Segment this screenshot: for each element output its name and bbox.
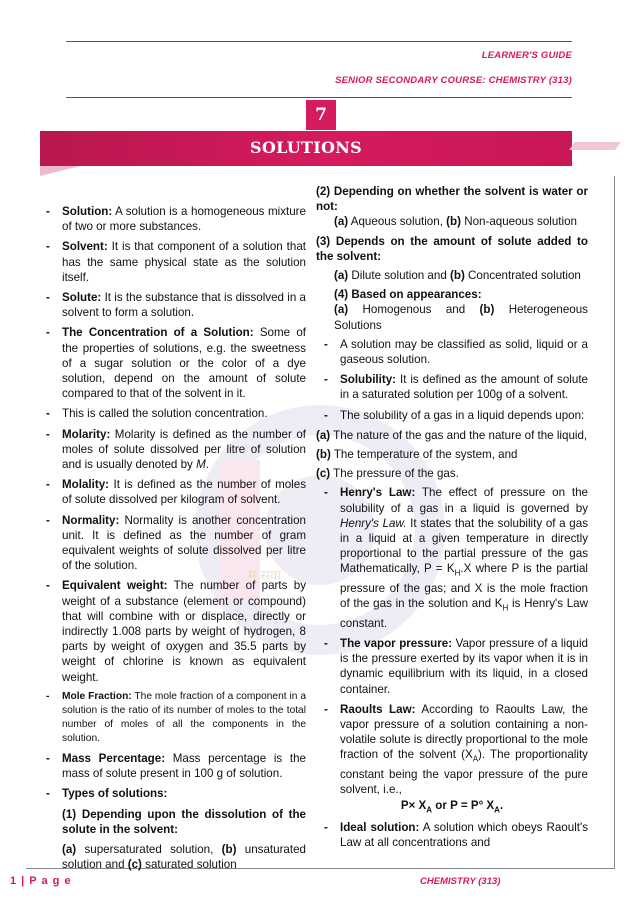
- item-concentration: - The Concentration of a Solution: Some of the properties of solutions, e.g. the sweetness of a sugar solution or the color of a dye solution, depend on the amount of solute compared to that of the solvent in it.: [46, 326, 306, 401]
- item-solute: - Solute: It is the substance that is dissolved in a solvent to form a solution.: [46, 291, 306, 320]
- item-solubility: - Solubility: It is defined as the amount of solute in a saturated solution per 100g of a solvent.: [324, 373, 588, 402]
- item-solution: - Solution: A solution is a homogeneous mixture of two or more substances.: [46, 205, 306, 234]
- item-gas-solubility: - The solubility of a gas in a liquid depends upon:: [324, 408, 585, 422]
- item-mole-fraction: - Mole Fraction: The mole fraction of a component in a solution is the ratio of its number of moles to the total number of moles of all the components in the solution.: [46, 690, 306, 744]
- course-header: SENIOR SECONDARY COURSE: CHEMISTRY (313): [335, 75, 572, 86]
- item-types: - Types of solutions:: [46, 787, 168, 801]
- left-column: [38, 184, 306, 877]
- gas-factor-a: (a) The nature of the gas and the nature of the liquid,: [316, 428, 588, 442]
- learners-guide-header: LEARNER'S GUIDE: [481, 50, 572, 61]
- item-equivalent-weight: - Equivalent weight: The number of parts by weight of a substance (element or compound) that will combine with or displace, directly or indirectly 1.008 parts by weight of hydrogen, 8 parts by weight of oxygen and 35.5 parts by weight of chlorine is known as equivalent weight.: [46, 579, 307, 684]
- item-vapor-pressure: - The vapor pressure: Vapor pressure of a liquid is the pressure exerted by its vapor when it is in dynamic equilibrium with its liquid, in a closed container.: [324, 636, 589, 696]
- type-2-list: (a) Aqueous solution, (b) Non-aqueous solution: [334, 215, 577, 229]
- item-molarity: - Molarity: Molarity is defined as the number of moles of solute dissolved per litre of solution and is usually denoted by M.: [46, 427, 306, 472]
- header-rule: [66, 97, 572, 98]
- footer-subject: CHEMISTRY (313): [420, 876, 501, 887]
- item-normality: - Normality: Normality is another concentration unit. It is defined as the number of gram equivalent weights of solute dissolved per litre of the solution.: [46, 513, 306, 573]
- banner-stripe: [569, 142, 621, 150]
- right-column: [316, 184, 588, 855]
- item-solvent: - Solvent: It is that component of a solution that has the same physical state as the solution itself.: [46, 240, 306, 284]
- banner-shadow: [40, 166, 80, 176]
- page-number: 1 | P a g e: [10, 875, 72, 887]
- type-4-list: (a) Homogenous and (b) Heterogeneous Solutions: [334, 303, 588, 332]
- item-called: - This is called the solution concentration.: [46, 407, 268, 421]
- item-molality: - Molality: It is defined as the number of moles of solute dissolved per kilogram of solvent.: [46, 478, 306, 507]
- raoult-formula: $P\times X_A$ or P = P° $X_A$.: [400, 799, 504, 815]
- type-1-list: (a) supersaturated solution, (b) unsaturated solution and (c) saturated solution: [62, 842, 306, 872]
- item-ideal-solution: - Ideal solution: A solution which obeys Raoult's Law at all concentrations and: [324, 820, 588, 849]
- type-1-heading: (1) Depending upon the dissolution of the solute in the solvent:: [62, 807, 306, 836]
- chapter-number: 7: [315, 105, 327, 125]
- type-3-list: (a) Dilute solution and (b) Concentrated solution: [334, 269, 581, 283]
- item-classified: - A solution may be classified as solid, liquid or a gaseous solution.: [324, 337, 588, 367]
- watermark-text: म् सवा: [248, 567, 282, 583]
- type-4-heading: (4) Based on appearances:: [334, 288, 482, 302]
- chapter-title: SOLUTIONS: [249, 138, 363, 157]
- chapter-banner: [40, 131, 572, 166]
- gas-factor-c: (c) The pressure of the gas.: [316, 467, 459, 481]
- type-2-heading: (2) Depending on whether the solvent is water or not:: [316, 185, 588, 214]
- item-henrys-law: - Henry's Law: The effect of pressure on the solubility of a gas in a liquid is governed by Henry's Law. It states that the solubility of a gas in a liquid at a given temperature in directly proportional to the partial pressure of the gas Mathematically, $P = K_H.X$ where P is the partial pressure of the gas; and X is the mole fraction of the gas in the solution and $K_H$ is Henry's Law constant.: [324, 486, 588, 630]
- gas-factor-b: (b) The temperature of the system, and: [316, 448, 518, 462]
- type-3-heading: (3) Depends on the amount of solute added to the solvent:: [316, 234, 588, 263]
- chapter-number-box: [306, 100, 336, 130]
- top-rule: [66, 41, 572, 42]
- item-mass-percentage: - Mass Percentage: Mass percentage is the mass of solute present in 100 g of solution.: [46, 751, 306, 781]
- item-raoults-law: - Raoults Law: According to Raoults Law, the vapor pressure of a solution containing a non-volatile solute is directly proportional to the mole fraction of the solvent $(X_A)$. The proportionality constant being the vapor pressure of the pure solvent, i.e.,: [324, 702, 588, 797]
